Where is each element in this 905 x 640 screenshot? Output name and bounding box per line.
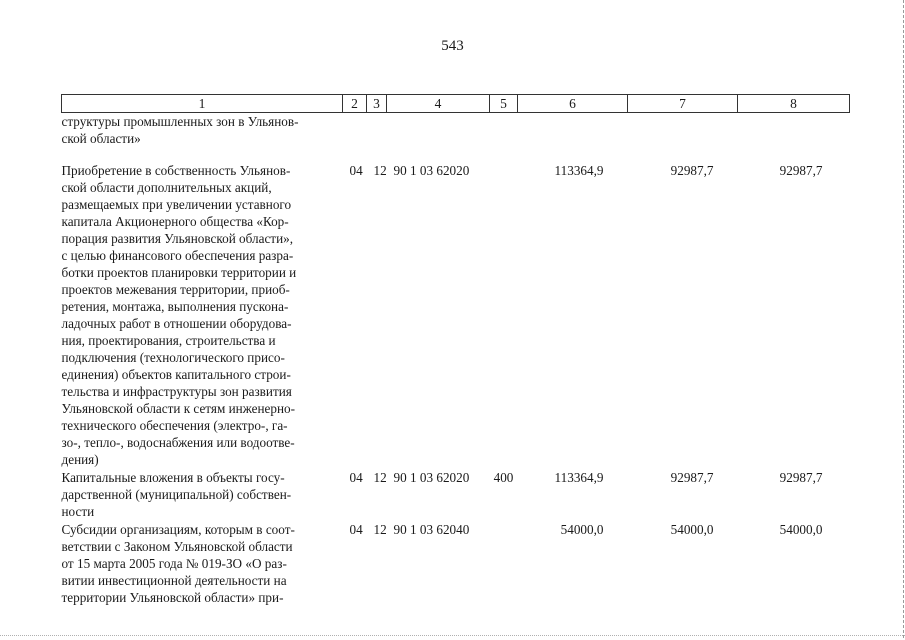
- row-target-article: [387, 113, 490, 148]
- row-subsection: 12: [373, 522, 387, 537]
- page-number: 543: [441, 38, 464, 54]
- row-amount-col6: 54000,0: [560, 522, 604, 537]
- row-subsection: 12: [373, 163, 387, 178]
- table-row: [62, 147, 850, 468]
- row-subsection: [367, 113, 387, 148]
- header-col-4: 4: [387, 95, 490, 113]
- row-expense-type: [490, 147, 518, 468]
- row-amount-col6: [518, 113, 628, 148]
- row-section: [343, 113, 367, 148]
- row-amount-col8: 92987,7: [779, 163, 823, 178]
- table-header: [62, 95, 850, 113]
- row-name: Субсидии организациям, которым в соот- ветствии с Законом Ульяновской области от 15 марта 2005 года № 019-ЗО «О раз- витии инвестиционной деятельности на территории Ульяновской области» при-: [61, 522, 295, 605]
- row-subsection: 12: [373, 470, 387, 485]
- row-amount-col7: 92987,7: [670, 163, 714, 178]
- row-section: 04: [349, 470, 363, 485]
- row-section: 04: [349, 163, 363, 178]
- header-col-5: 5: [490, 95, 518, 113]
- row-target-article: 90 1 03 62020: [393, 470, 470, 485]
- row-section: 04: [349, 522, 363, 537]
- budget-table: [61, 94, 850, 606]
- row-name: Капитальные вложения в объекты госу- дарственной (муниципальной) собствен- ности: [61, 470, 292, 519]
- row-amount-col8: 92987,7: [779, 470, 823, 485]
- table-row: [62, 520, 850, 606]
- row-expense-type: 400: [493, 470, 514, 485]
- row-expense-type: [490, 113, 518, 148]
- row-name: структуры промышленных зон в Ульянов- ской области»: [61, 114, 299, 146]
- row-amount-col8: 54000,0: [779, 522, 823, 537]
- row-amount-col7: 92987,7: [670, 470, 714, 485]
- header-col-6: 6: [518, 95, 628, 113]
- row-amount-col6: 113364,9: [554, 470, 604, 485]
- row-amount-col8: [738, 113, 850, 148]
- row-target-article: 90 1 03 62040: [393, 522, 470, 537]
- row-amount-col7: 54000,0: [670, 522, 714, 537]
- row-expense-type: [490, 520, 518, 606]
- header-col-7: 7: [628, 95, 738, 113]
- row-name: Приобретение в собственность Ульянов- ской области дополнительных акций, размещаемых при увеличении уставного капитала Акционерного общества «Кор- порация развития Ульяновской области», с целью финансового обеспечения разра- ботки проектов планировки территории и проектов межевания территории, приоб- ретения, монтажа, выполнения пускона- ладочных работ в отношении оборудова- ния, проектирования, строительства и подключения (технологического присо- единения) объектов капитального строи- тельства и инфраструктуры зон развития Ульяновской области к сетям инженерно- технического обеспечения (электро-, га- зо-, тепло-, водоснабжения или водоотве- дения): [61, 163, 297, 467]
- table-row: [62, 468, 850, 520]
- row-target-article: 90 1 03 62020: [393, 163, 470, 178]
- header-col-3: 3: [367, 95, 387, 113]
- header-col-8: 8: [738, 95, 850, 113]
- header-col-2: 2: [343, 95, 367, 113]
- row-amount-col6: 113364,9: [554, 163, 604, 178]
- header-col-1: 1: [62, 95, 343, 113]
- row-amount-col7: [628, 113, 738, 148]
- page-bottom-edge: [0, 635, 905, 636]
- table-row: [62, 113, 850, 148]
